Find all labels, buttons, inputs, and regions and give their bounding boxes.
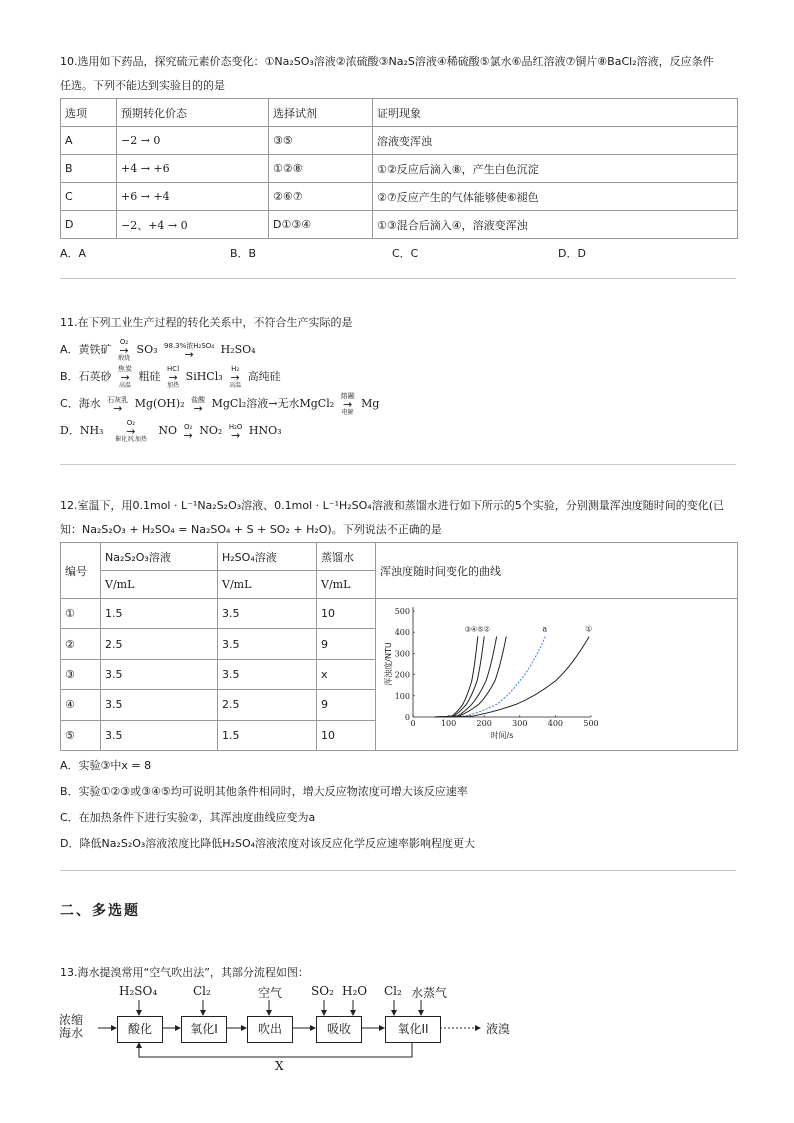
table-cell: ①②反应后滴入⑧，产生白色沉淀 <box>373 155 738 183</box>
flow-loop-label: X <box>275 1059 284 1073</box>
question-10-stem <box>60 50 736 98</box>
y-axis-label: 浑浊度/NTU <box>384 642 393 686</box>
table-header-cell: V/mL <box>218 571 317 599</box>
product: 粗硅 <box>138 370 161 383</box>
x-tick-label: 100 <box>440 719 457 728</box>
table-cell: ②⑦反应产生的气体能够使⑥褪色 <box>373 183 738 211</box>
option-a-label: A．黄铁矿 <box>60 343 112 356</box>
table-cell: 3.5 <box>218 629 317 659</box>
table-cell: D①③④ <box>269 211 373 239</box>
option-b[interactable]: B．实验①②③或③④⑤均可说明其他条件相同时，增大反应物浓度可增大该反应速率 <box>60 785 468 798</box>
flow-box-oxidize-1: 氧化I <box>181 1016 227 1043</box>
table-cell: B <box>61 155 117 183</box>
reaction-arrow: 盐酸 → <box>191 395 206 415</box>
table-cell: 1.5 <box>101 599 218 629</box>
option-d[interactable]: D．D <box>558 247 586 260</box>
flow-reagent: 空气 <box>258 986 283 1000</box>
question-13-stem: 13.海水提溴常用“空气吹出法”，其部分流程如图： <box>60 966 309 979</box>
reaction-arrow: H₂O → <box>228 422 243 442</box>
curve-label-a: a <box>542 624 548 634</box>
question-10 <box>60 50 736 265</box>
table-row <box>61 155 738 183</box>
table-header-cell: 选择试剂 <box>269 99 373 127</box>
table-header-row <box>61 543 738 571</box>
y-tick-label: 0 <box>404 713 410 722</box>
flow-reagent: 水蒸气 <box>411 986 448 1000</box>
question-10-options <box>60 243 736 265</box>
table-cell: −2、+4 → 0 <box>117 211 269 239</box>
question-12-table <box>60 542 738 751</box>
flow-arrows <box>56 983 556 1078</box>
question-10-stem-line1: 10.选用如下药品，探究硫元素价态变化：①Na₂SO₃溶液②浓硫酸③Na₂S溶液④稀硫酸⑤氯水⑥品红溶液⑦铜片⑧BaCl₂溶液，反应条件 <box>60 55 714 68</box>
question-12-stem-line1: 12.室温下，用0.1mol · L⁻¹Na₂S₂O₃溶液、0.1mol · L⁻¹H₂SO₄溶液和蒸馏水进行如下所示的5个实验，分别测量浑浊度随时间的变化(已 <box>60 499 725 512</box>
series-line-a <box>434 636 545 717</box>
option-b[interactable]: B．B <box>230 247 257 260</box>
option-d[interactable]: D．降低Na₂S₂O₃溶液浓度比降低H₂SO₄溶液浓度对该反应化学反应速率影响程度更大 <box>60 837 476 850</box>
reaction-arrow: O₂ → <box>183 422 193 442</box>
option-a[interactable]: A．实验③中x = 8 <box>60 759 152 772</box>
x-tick-label: 400 <box>547 719 564 728</box>
table-cell: 溶液变浑浊 <box>373 127 738 155</box>
reaction-arrow: O₂ → 催化剂,加热 <box>114 418 147 443</box>
table-row <box>61 127 738 155</box>
product: Mg <box>361 397 380 410</box>
table-cell: 9 <box>317 629 376 659</box>
product: NO <box>158 424 178 437</box>
y-tick-label: 100 <box>394 691 410 701</box>
table-header-cell: V/mL <box>101 571 218 599</box>
x-tick-label: 500 <box>583 719 599 728</box>
option-c[interactable]: C．C <box>392 247 419 260</box>
table-cell: x <box>317 659 376 689</box>
table-cell: ①②⑧ <box>269 155 373 183</box>
y-tick-label: 500 <box>394 607 410 616</box>
product: SO₃ <box>136 343 158 356</box>
option-d-label: D．NH₃ <box>60 424 104 437</box>
product: MgCl₂溶液→无水MgCl₂ <box>211 397 335 410</box>
question-11 <box>60 309 736 444</box>
x-tick-label: 0 <box>410 719 416 728</box>
table-row <box>61 211 738 239</box>
option-a[interactable]: A．A <box>60 247 87 260</box>
question-10-table <box>60 98 738 239</box>
divider <box>60 464 736 465</box>
table-cell: ⑤ <box>61 720 101 750</box>
divider <box>60 278 736 279</box>
question-13 <box>60 959 736 986</box>
table-header-cell: 选项 <box>61 99 117 127</box>
section-heading: 二、多选题 <box>60 903 140 919</box>
chart-cell <box>376 599 738 751</box>
question-10-stem-line2: 任选。下列不能达到实验目的的是 <box>60 79 225 92</box>
table-cell: 3.5 <box>101 690 218 720</box>
table-cell: ① <box>61 599 101 629</box>
table-cell: ③ <box>61 659 101 689</box>
x-axis-label: 时间/s <box>490 731 514 740</box>
option-c[interactable]: C．在加热条件下进行实验②，其浑浊度曲线应变为a <box>60 811 316 824</box>
option-d[interactable] <box>60 417 736 444</box>
table-cell: C <box>61 183 117 211</box>
table-cell: −2 → 0 <box>117 127 269 155</box>
table-cell: ④ <box>61 690 101 720</box>
flow-box-blow-out: 吹出 <box>247 1016 293 1043</box>
option-a[interactable] <box>60 336 736 363</box>
product: Mg(OH)₂ <box>134 397 185 410</box>
series-line-① <box>434 636 589 717</box>
curve-labels-group: ③④⑤② <box>464 625 490 634</box>
option-b[interactable] <box>60 363 736 390</box>
product: SiHCl₃ <box>185 370 223 383</box>
y-tick-label: 200 <box>394 670 410 680</box>
curve-label-1: ① <box>585 624 593 634</box>
table-header-cell: Na₂S₂O₃溶液 <box>101 543 218 571</box>
product: HNO₃ <box>248 424 282 437</box>
flow-input: 浓缩 海水 <box>59 1013 84 1040</box>
reaction-arrow: 焦炭 → 高温 <box>118 364 133 389</box>
table-header-cell: 预期转化价态 <box>117 99 269 127</box>
flow-diagram <box>56 983 556 1078</box>
table-header-cell: 蒸馏水 <box>317 543 376 571</box>
x-tick-label: 200 <box>476 719 492 728</box>
table-cell: ② <box>61 629 101 659</box>
y-tick-label: 400 <box>394 628 410 638</box>
flow-reagent: SO₂ <box>311 984 334 998</box>
flow-box-absorb: 吸收 <box>316 1016 362 1043</box>
table-cell: ②⑥⑦ <box>269 183 373 211</box>
flow-output: 液溴 <box>486 1022 511 1036</box>
table-cell: 3.5 <box>218 659 317 689</box>
option-c[interactable] <box>60 390 736 417</box>
table-cell: 3.5 <box>101 659 218 689</box>
table-row <box>61 599 738 629</box>
table-cell: 2.5 <box>218 690 317 720</box>
flow-box-acidify: 酸化 <box>117 1016 163 1043</box>
table-cell: 2.5 <box>101 629 218 659</box>
table-header-cell: 编号 <box>61 543 101 599</box>
table-cell: 10 <box>317 720 376 750</box>
table-cell: 3.5 <box>218 599 317 629</box>
question-12-options <box>60 753 736 857</box>
table-cell: 3.5 <box>101 720 218 750</box>
table-header-row <box>61 99 738 127</box>
table-cell: ③⑤ <box>269 127 373 155</box>
divider <box>60 870 736 871</box>
product: 高纯硅 <box>247 370 281 383</box>
table-header-cell: H₂SO₄溶液 <box>218 543 317 571</box>
x-tick-label: 300 <box>512 719 528 728</box>
product: H₂SO₄ <box>220 343 256 356</box>
question-11-stem: 11.在下列工业生产过程的转化关系中，不符合生产实际的是 <box>60 316 353 329</box>
option-c-label: C．海水 <box>60 397 101 410</box>
table-header-cell: 浑浊度随时间变化的曲线 <box>376 543 738 599</box>
reaction-arrow: 熔融 → 电解 <box>340 391 355 416</box>
y-tick-label: 300 <box>394 649 410 659</box>
table-cell: +6 → +4 <box>117 183 269 211</box>
table-cell: 1.5 <box>218 720 317 750</box>
table-cell: 9 <box>317 690 376 720</box>
reaction-arrow: 石灰乳 → <box>107 395 129 415</box>
reaction-arrow: H₂ → 高温 <box>229 364 242 389</box>
reaction-arrow: 98.3%浓H₂SO₄ → <box>164 341 215 361</box>
table-cell: +4 → +6 <box>117 155 269 183</box>
product: NO₂ <box>199 424 223 437</box>
table-cell: 10 <box>317 599 376 629</box>
table-cell: A <box>61 127 117 155</box>
flow-reagent: H₂SO₄ <box>119 984 158 998</box>
question-12-stem <box>60 494 736 542</box>
table-row <box>61 183 738 211</box>
reaction-arrow: HCl → 加热 <box>167 364 180 389</box>
flow-reagent: Cl₂ <box>193 984 211 998</box>
flow-reagent: H₂O <box>342 984 368 998</box>
question-12 <box>60 494 736 857</box>
table-header-cell: 证明现象 <box>373 99 738 127</box>
question-12-stem-line2: 知：Na₂S₂O₃ + H₂SO₄ = Na₂SO₄ + S + SO₂ + H₂O)。下列说法不正确的是 <box>60 523 442 536</box>
table-cell: D <box>61 211 117 239</box>
table-cell: ①③混合后滴入④，溶液变浑浊 <box>373 211 738 239</box>
option-b-label: B．石英砂 <box>60 370 112 383</box>
flow-box-oxidize-2: 氧化II <box>385 1016 441 1043</box>
flow-reagent: Cl₂ <box>384 984 402 998</box>
reaction-arrow: O₂ → 煅烧 <box>118 337 131 362</box>
table-header-cell: V/mL <box>317 571 376 599</box>
turbidity-chart <box>376 599 736 747</box>
